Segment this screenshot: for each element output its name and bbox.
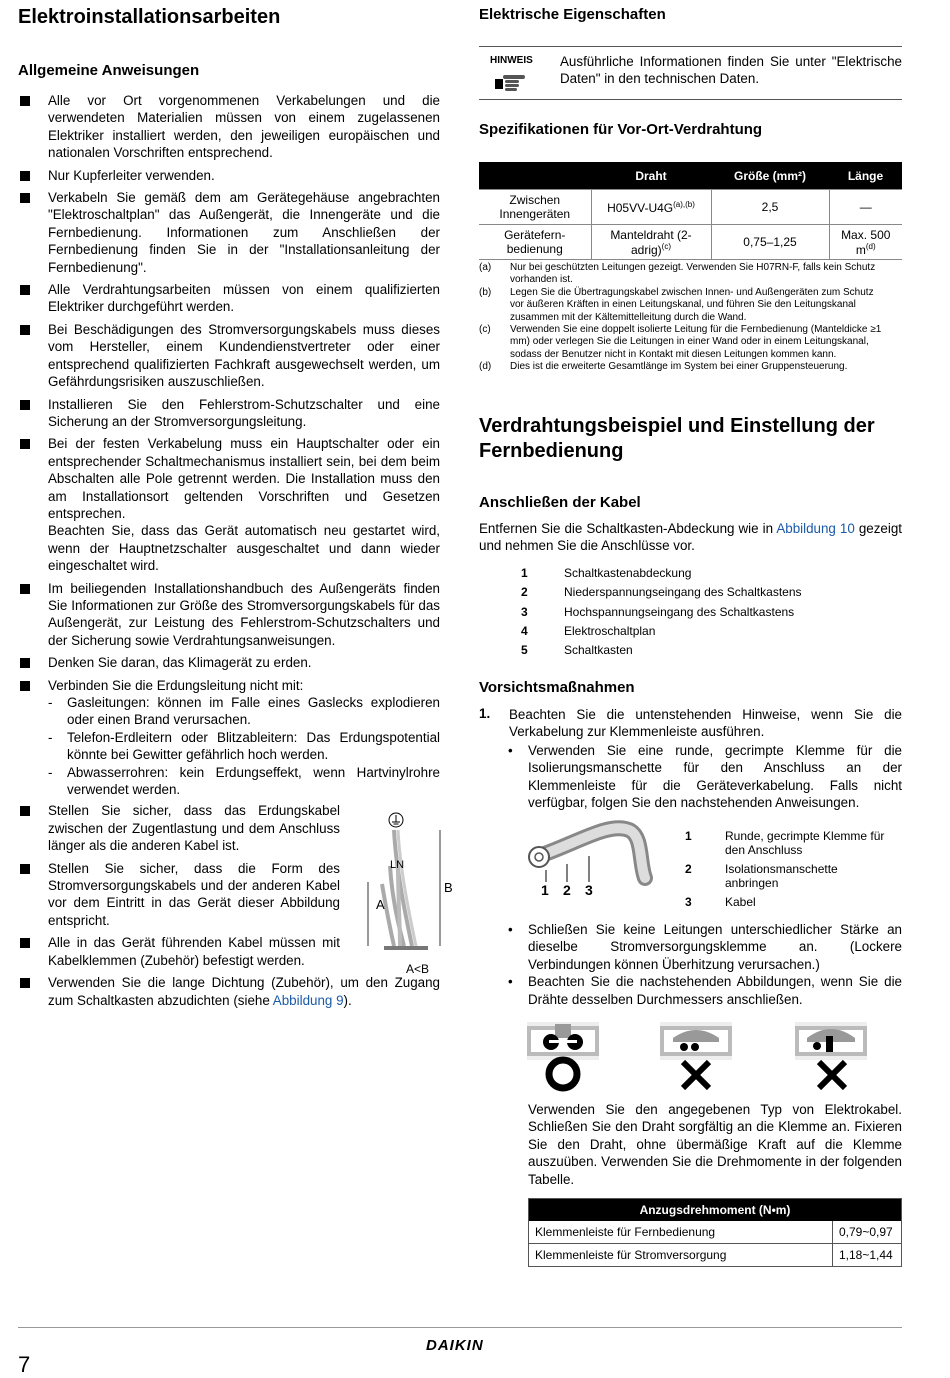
column-header: Größe (mm²) bbox=[711, 163, 829, 190]
bullet-square-icon bbox=[20, 938, 30, 948]
list-item: Bei der festen Verkabelung muss ein Hauptschalter oder ein entsprechender Schaltmechanismus installiert sein, bei dem beim Abschalten alle Pole getrennt werden. Die Installation muss den am Installationsort geltenden Vorschriften und Gesetzen entsprechen. Beachten Sie, dass das Gerät automatisch neu gestartet wird, wenn der Hauptnetzschalter ausgeschaltet und dann wieder eingeschaltet wird. bbox=[18, 435, 440, 574]
figure-9-link[interactable]: Abbildung 9 bbox=[272, 992, 344, 1008]
sub-list-item: - Gasleitungen: können im Falle eines Gaslecks explodieren oder einen Brand verursachen. bbox=[48, 695, 440, 728]
column-header: Draht bbox=[591, 163, 711, 190]
list-item: Bei Beschädigungen des Stromversorgungskabels muss dieses vom Hersteller, einem Kundendienstvertreter oder einer entsprechend qualifizierten Fachkraft ausgewechselt werden, um Gefährdungsrisiken auszuschließen. bbox=[18, 321, 440, 391]
sub-list-item: - Abwasserrohren: kein Erdungseffekt, wenn Hartvinylrohre verwendet werden. bbox=[48, 764, 440, 798]
list-item: 1 Schaltkastenabdeckung bbox=[521, 566, 692, 580]
subheading-connect: Anschließen der Kabel bbox=[479, 494, 641, 511]
parts-list bbox=[521, 566, 881, 662]
sub-list-item: • Verwenden Sie eine runde, gecrimpte Klemme für die Isolierungsmanschette für den Anschluss an der Klemmenleiste für die Geräteverkabelung. Falls nicht verfügbar, folgen Sie den nachstehenden Anweisungen. bbox=[508, 742, 902, 811]
terminal-number: 1 bbox=[541, 882, 549, 898]
list-item: Verkabeln Sie gemäß dem am Gerätegehäuse angebrachten "Elektroschaltplan" das Außengerät, die Innengeräte und die Fernbedienung. Informationen zum Anschließen der Fernbedienung finden Sie in der "Installationsanleitung der Fernbedienung". bbox=[18, 189, 440, 276]
bullet-square-icon bbox=[20, 439, 30, 449]
subheading-caution: Vorsichtsmaßnahmen bbox=[479, 679, 635, 696]
footer-divider bbox=[18, 1327, 902, 1328]
terminal-number: 3 bbox=[585, 882, 593, 898]
footnote: (b) Legen Sie die Übertragungskabel zwischen Innen- und Außengeräten zum Schutz vor äußeren Kräften in einen Leitungskanal, und führen Sie den Leitungskanal zusammen mit der Kältemittelleitung durch die Wand. bbox=[479, 286, 874, 323]
wrong-connection-example-2 bbox=[795, 1022, 867, 1088]
list-item: 4 Elektroschaltplan bbox=[521, 623, 656, 638]
column-header: Anzugsdrehmoment (N•m) bbox=[529, 1199, 902, 1222]
sub-list-item: - Telefon-Erdleitern oder Blitzableitern: Das Erdungspotential könnte bei Gewitter gefährlich hoch werden. bbox=[48, 729, 440, 763]
list-item: Stellen Sie sicher, dass die Form des Stromversorgungskabels und der anderen Kabel vor dem Eintritt in das Gerät dieser Abbildung entspricht. bbox=[18, 860, 340, 930]
section-heading-wiring: Verdrahtungsbeispiel und Einstellung der Fernbedienung bbox=[479, 415, 875, 462]
bullet-square-icon bbox=[20, 658, 30, 668]
list-item: 3 Hochspannungseingang des Schaltkastens bbox=[521, 604, 795, 619]
list-item: Stellen Sie sicher, dass das Erdungskabel zwischen der Zugentlastung und dem Anschluss länger als die anderen Kabel ist. bbox=[18, 802, 340, 854]
section-heading-general: Allgemeine Anweisungen bbox=[18, 62, 200, 79]
section-heading-spec: Spezifikationen für Vor-Ort-Verdrahtung bbox=[479, 121, 763, 138]
cable-routing-figure bbox=[354, 808, 453, 980]
notice-box bbox=[479, 46, 902, 100]
bullet-square-icon bbox=[20, 584, 30, 594]
page-number: 7 bbox=[18, 1352, 31, 1377]
table-row: Zwischen Innengeräten $H05VV-U4G^{(a),(b)}$ 2,5 — bbox=[479, 190, 902, 225]
after-figure-paragraph: Verwenden Sie den angegebenen Typ von Elektrokabel. Schließen Sie den Draht sorgfältig an die Klemme an. Fixieren Sie den Draht, ohne übermäßige Kraft auf die Klemme auszuüben. Verwenden Sie die Drehmomente in der folgenden Tabelle. bbox=[528, 1102, 902, 1187]
table-header-row bbox=[479, 163, 902, 190]
list-item: 3 Kabel bbox=[685, 895, 756, 909]
bullet-square-icon bbox=[20, 681, 30, 691]
bullet-square-icon bbox=[20, 978, 30, 988]
footnotes bbox=[479, 262, 889, 374]
bullet-square-icon bbox=[20, 806, 30, 816]
column-header: Länge bbox=[829, 163, 902, 190]
figure-10-link[interactable]: Abbildung 10 bbox=[776, 521, 855, 536]
brand-logo: DAIKIN bbox=[426, 1337, 484, 1354]
sub-list-item: • Schließen Sie keine Leitungen unterschiedlicher Stärke an dieselbe Stromversorgungsklemme an. (Lockere Verbindungen können Überhitzung verursachen.) bbox=[508, 922, 902, 972]
bullet-square-icon bbox=[20, 171, 30, 181]
connection-examples-figure bbox=[525, 1022, 905, 1094]
list-item: 2 Isolationsmanschette anbringen bbox=[685, 862, 838, 890]
table-row: Gerätefern-bedienung Manteldraht (2-adrig)$^{(c)}$ 0,75–1,25 Max. 500 $m^{(d)}$ bbox=[479, 225, 902, 260]
ln-label: LN bbox=[390, 859, 405, 871]
ground-icon bbox=[389, 813, 403, 827]
list-item: Nur Kupferleiter verwenden. bbox=[18, 167, 440, 184]
list-item: Verwenden Sie die lange Dichtung (Zubehör), um den Zugang zum Schaltkasten abzudichten (siehe Abbildung 9). bbox=[18, 974, 440, 1009]
list-item: Denken Sie daran, das Klimagerät zu erden. bbox=[18, 654, 440, 671]
list-item: 5 Schaltkasten bbox=[521, 643, 633, 658]
torque-table bbox=[528, 1198, 902, 1267]
notice-label: HINWEIS bbox=[490, 55, 533, 66]
page-title: Elektroinstallationsarbeiten bbox=[18, 6, 281, 28]
table-row: Klemmenleiste für Fernbedienung 0,79~0,97 bbox=[529, 1221, 902, 1244]
footnote: (a) Nur bei geschützten Leitungen gezeigt. Verwenden Sie H07RN-F, falls kein Schutz vorhanden ist. bbox=[479, 262, 876, 286]
footnote: (d) Dies ist die erweiterte Gesamtlänge im System bei einer Gruppensteuerung. bbox=[479, 361, 848, 373]
b-label: B bbox=[444, 880, 453, 895]
wiring-spec-table bbox=[479, 162, 902, 260]
bullet-square-icon bbox=[20, 325, 30, 335]
list-item: Verbinden Sie die Erdungsleitung nicht mit: - Gasleitungen: können im Falle eines Gaslecks explodieren oder einen Brand verursachen. - Telefon-Erdleitern oder Blitzableitern: Das Erdungspotential könnte bei Gewitter gefährlich hoch werden. - Abwasserrohren: kein Erdungseffekt, wenn Hartvinylrohre verwendet werden. bbox=[18, 677, 440, 799]
a-label: A bbox=[376, 897, 385, 912]
table-header-row bbox=[529, 1199, 902, 1222]
a-less-b-label: A<B bbox=[406, 962, 430, 976]
list-item: 2 Niederspannungseingang des Schaltkastens bbox=[521, 585, 802, 600]
list-item: Alle vor Ort vorgenommenen Verkabelungen und die verwendeten Materialien müssen von einem zugelassenen Elektriker installiert werden, den jeweiligen europäischen und nationalen Vorschriften entsprechend. bbox=[18, 92, 440, 162]
section-heading-electrical: Elektrische Eigenschaften bbox=[479, 6, 666, 23]
wrong-connection-example-1 bbox=[660, 1022, 732, 1088]
step-1: 1. Beachten Sie die untenstehenden Hinweise, wenn Sie die Verkabelung zur Klemmenleiste ausführen. • Verwenden Sie eine runde, gecrimpte Klemme für die Isolierungsmanschette für den Anschluss an der Klemmenleiste für die Geräteverkabelung. Falls nicht verfügbar, folgen Sie den nachstehenden Anweisungen. bbox=[479, 706, 902, 811]
list-item: Im beiliegenden Installationshandbuch des Außengeräts finden Sie Informationen zur Größe des Stromversorgungskabels für das Außengerät, zur Leistung des Fehlerstrom-Schutzschalters und der Sicherung sowie Verdrahtungsanweisungen. bbox=[18, 580, 440, 650]
list-item: 1 Runde, gecrimpte Klemme für den Anschluss bbox=[685, 829, 885, 857]
terminal-number: 2 bbox=[563, 882, 571, 898]
footnote: (c) Verwenden Sie eine doppelt isolierte Leitung für die Fernbedienung (Manteldicke ≥1 mm) oder verlegen Sie die Leitungen in einer Wand oder in einem Leitungskanal, sodass der Benutzer nicht in Kontakt mit diesen Leitungen kommen kann. bbox=[479, 324, 882, 360]
bullet-square-icon bbox=[20, 400, 30, 410]
list-item: Alle in das Gerät führenden Kabel müssen mit Kabelklemmen (Zubehör) befestigt werden. bbox=[18, 934, 340, 969]
terminal-legend bbox=[685, 829, 885, 909]
notice-text: Ausführliche Informationen finden Sie unter "Elektrische Daten" in den technischen Daten. bbox=[560, 54, 902, 87]
table-row: Klemmenleiste für Stromversorgung 1,18~1,44 bbox=[529, 1244, 902, 1267]
restart-note: Beachten Sie, dass das Gerät automatisch neu gestartet wird, wenn der Hauptnetzschalter ausgeschaltet und dann wieder eingeschaltet wird. bbox=[48, 523, 440, 574]
list-item: Alle Verdrahtungsarbeiten müssen von einem qualifizierten Elektriker durchgeführt werden. bbox=[18, 281, 440, 316]
sub-list-item: • Beachten Sie die nachstehenden Abbildungen, wenn Sie die Drähte desselben Durchmessers anschließen. bbox=[508, 974, 902, 1007]
bullet-square-icon bbox=[20, 864, 30, 874]
hand-pointer-icon bbox=[495, 71, 531, 93]
sub-bullets bbox=[508, 921, 902, 1008]
bullet-square-icon bbox=[20, 285, 30, 295]
bullet-square-icon bbox=[20, 96, 30, 106]
connect-paragraph: Entfernen Sie die Schaltkasten-Abdeckung wie in Abbildung 10 gezeigt und nehmen Sie die Anschlüsse vor. bbox=[479, 521, 902, 554]
correct-connection-example bbox=[527, 1022, 599, 1088]
list-item: Installieren Sie den Fehlerstrom-Schutzschalter und eine Sicherung an der Stromversorgungsleitung. bbox=[18, 396, 440, 431]
bullet-square-icon bbox=[20, 193, 30, 203]
